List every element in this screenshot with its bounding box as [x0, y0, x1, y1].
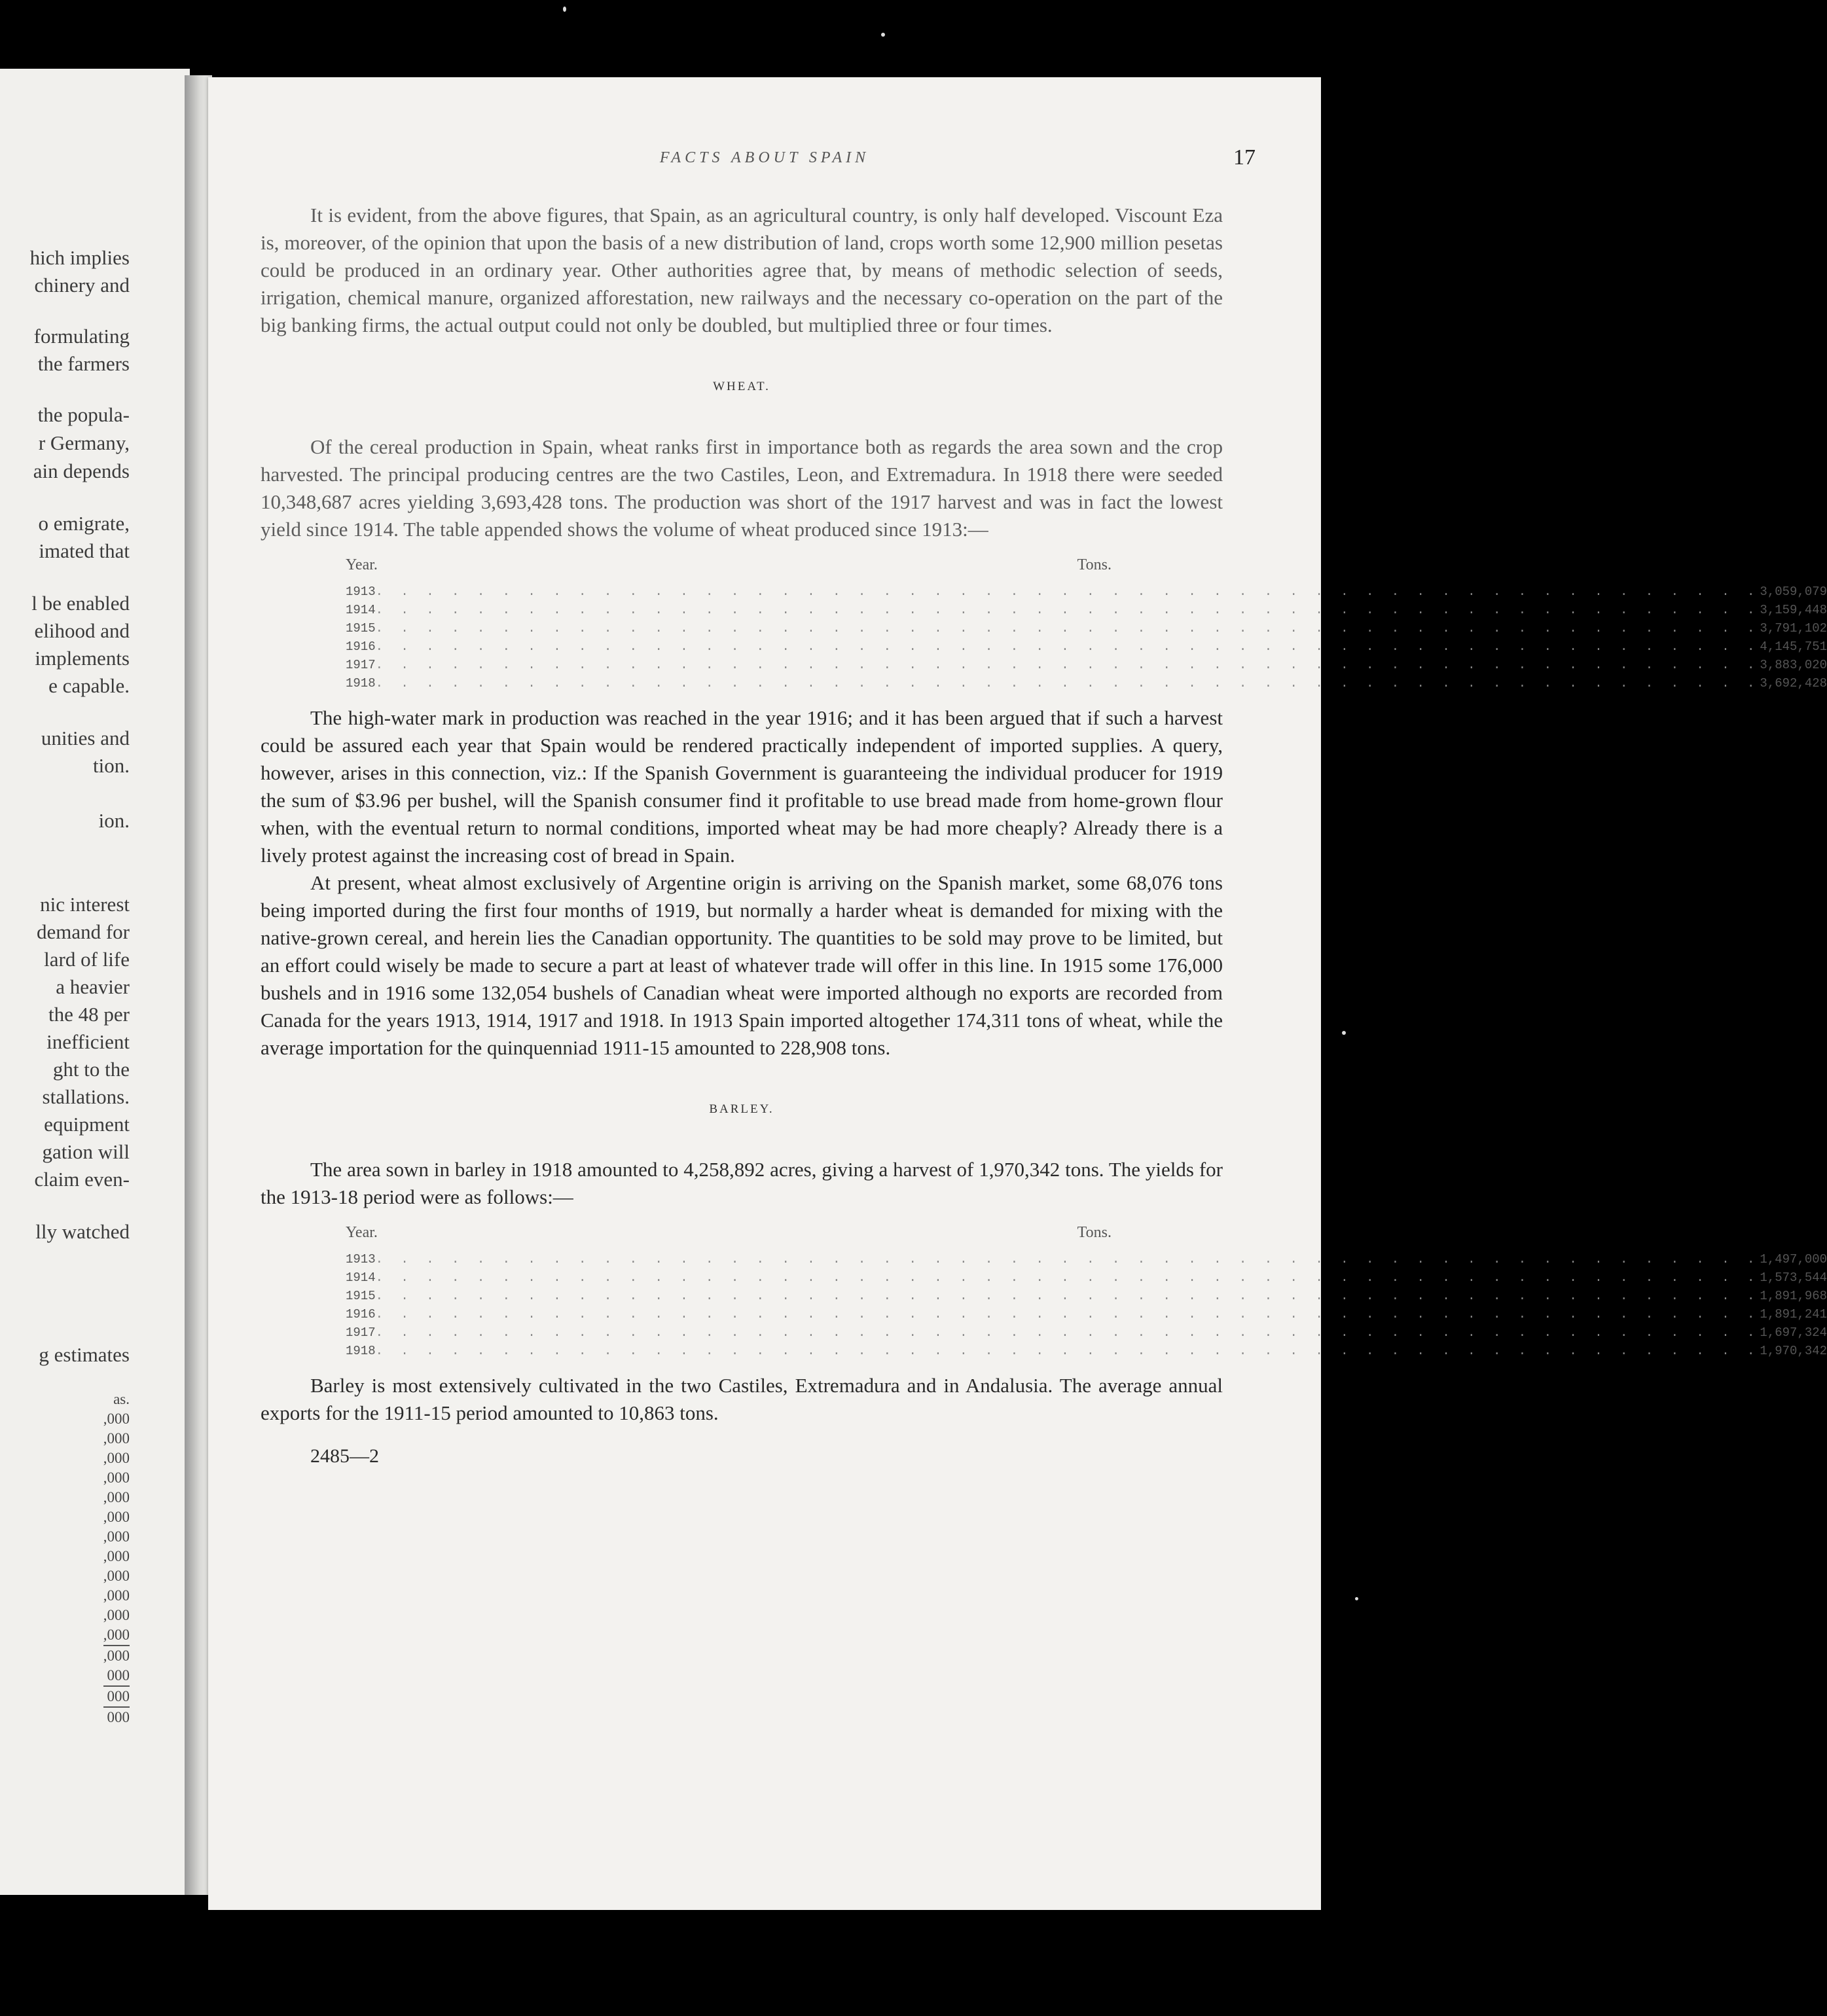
left-text-fragment: o emigrate, — [38, 512, 130, 535]
tons-cell: 1,497,000 — [1760, 1252, 1827, 1267]
left-tons-cell: ,000 — [103, 1548, 130, 1564]
left-tons-cell: ,000 — [103, 1645, 130, 1666]
leader-dots: . . . . . . . . . . . . . . . . . . . . . . . . . . . . . . . . . . . . . . . . . . . . . . . . . . . . . . . — [375, 585, 1760, 599]
table-row — [346, 638, 1827, 656]
leader-dots: . . . . . . . . . . . . . . . . . . . . . . . . . . . . . . . . . . . . . . . . . . . . . . . . . . . . . . . — [375, 639, 1760, 654]
year-cell: 1914 — [346, 1270, 376, 1285]
left-tons-cell: ,000 — [103, 1568, 130, 1584]
table-row — [346, 619, 1827, 638]
tons-cell: 3,883,020 — [1760, 658, 1827, 672]
table-row — [346, 601, 1827, 619]
year-cell: 1916 — [346, 1307, 376, 1322]
table-row — [346, 1250, 1827, 1269]
left-text-fragment: equipment — [44, 1113, 130, 1136]
tons-cell: 1,573,544 — [1760, 1270, 1827, 1285]
left-text-fragment: elihood and — [34, 619, 130, 642]
table-row — [346, 1305, 1827, 1323]
col-year-header: Year. — [346, 1224, 378, 1241]
tons-cell: 3,059,079 — [1760, 585, 1827, 599]
left-tons-cell: ,000 — [103, 1469, 130, 1486]
left-tons-cell: ,000 — [103, 1489, 130, 1505]
year-cell: 1915 — [346, 1289, 376, 1303]
year-cell: 1917 — [346, 658, 376, 672]
tons-cell: 3,791,102 — [1760, 621, 1827, 636]
year-cell: 1914 — [346, 603, 376, 617]
col-tons-header: Tons. — [1077, 1224, 1112, 1241]
scan-speck — [1355, 1597, 1358, 1600]
tons-cell: 1,891,968 — [1760, 1289, 1827, 1303]
barley-paragraph-2: Barley is most extensively cultivated in the two Castiles, Extremadura and in Andalusia. The average annual exports for the 1911-15 period amounted to 10,863 tons. — [261, 1374, 1223, 1424]
left-text-fragment: imated that — [39, 539, 130, 562]
running-title: FACTS ABOUT SPAIN — [659, 149, 870, 166]
left-text-fragment: stallations. — [42, 1085, 130, 1108]
wheat-paragraph-3: At present, wheat almost exclusively of Argentine origin is arriving on the Spanish market, some 68,076 tons being imported during the first four months of 1919, but normally a harder wheat is demanded for mixing with the native-grown cereal, and herein lies the Canadian opportunity. The quantities to be sold may prove to be limited, but an effort could wisely be made to secure a part at least of whatever trade will offer in this line. In 1915 some 176,000 bushels and in 1916 some 132,054 bushels of Canadian wheat were imported although no exports are recorded from Canada for the years 1913, 1914, 1917 and 1918. In 1913 Spain imported altogether 174,311 tons of wheat, while the average importation for the quinquenniad 1911-15 amounted to 228,908 tons. — [261, 871, 1223, 1059]
year-cell: 1915 — [346, 621, 376, 636]
left-tons-cell: ,000 — [103, 1587, 130, 1604]
document-page — [208, 77, 1827, 1910]
tons-cell: 1,697,324 — [1760, 1325, 1827, 1340]
tons-cell: 1,970,342 — [1760, 1344, 1827, 1358]
scan-speck — [881, 33, 885, 37]
left-text-fragment: the popula- — [37, 403, 130, 426]
wheat-table — [346, 551, 1827, 693]
table-row — [346, 1287, 1827, 1305]
intro-paragraph: It is evident, from the above figures, that Spain, as an agricultural country, is only half developed. Viscount Eza is, moreover, of the opinion that upon the basis of a new distribution of land, crops worth some 12,900 million pesetas could be produced in an ordinary year. Other authorities agree that, by means of methodic selection of seeds, irrigation, chemical manure, organized afforestation, new railways and the necessary co-operation on the part of the big banking firms, the actual output could not only be doubled, but multiplied three or four times. — [261, 204, 1223, 336]
left-text-fragment: chinery and — [34, 274, 130, 297]
tons-cell: 4,145,751 — [1760, 639, 1827, 654]
left-text-fragment: demand for — [36, 920, 130, 943]
left-tons-cell: ,000 — [103, 1430, 130, 1447]
table-row — [346, 1269, 1827, 1287]
left-text-fragment: hich implies — [29, 246, 130, 269]
left-text-fragment: claim even- — [34, 1168, 130, 1191]
barley-paragraph-1: The area sown in barley in 1918 amounted to 4,258,892 acres, giving a harvest of 1,970,342 tons. The yields for the 1913-18 period were as follows:— — [261, 1158, 1223, 1208]
left-text-fragment: l be enabled — [31, 592, 130, 615]
left-text-fragment: lard of life — [44, 948, 130, 971]
left-tons-cell: 000 — [103, 1685, 130, 1706]
section-heading-barley: BARLEY. — [709, 1102, 774, 1116]
barley-table — [346, 1219, 1827, 1360]
tons-cell: 3,692,428 — [1760, 676, 1827, 691]
wheat-paragraph-2: The high-water mark in production was reached in the year 1916; and it has been argued that if such a harvest could be assured each year that Spain would be rendered practically independent of imported supplies. A query, however, arises in this connection, viz.: If the Spanish Government is guaranteeing the individual producer for 1919 the sum of $3.96 per bushel, will the Spanish consumer find it profitable to use bread made from home-grown flour when, with the eventual return to normal conditions, imported wheat may be had more cheaply? Already there is a lively protest against the increasing cost of bread in Spain. — [261, 706, 1223, 867]
left-facing-page — [0, 69, 190, 1895]
signature-mark: 2485—2 — [310, 1445, 379, 1467]
year-cell: 1913 — [346, 585, 376, 599]
table-row — [346, 656, 1827, 674]
left-text-fragment: ain depends — [33, 459, 130, 482]
scan-speck — [563, 7, 566, 12]
left-tons-cell: ,000 — [103, 1450, 130, 1466]
left-tons-column — [103, 1390, 130, 1727]
barley-table-header — [346, 1219, 1138, 1246]
leader-dots: . . . . . . . . . . . . . . . . . . . . . . . . . . . . . . . . . . . . . . . . . . . . . . . . . . . . . . . — [375, 1344, 1760, 1358]
left-text-fragment: the 48 per — [48, 1003, 130, 1026]
year-cell: 1913 — [346, 1252, 376, 1267]
leader-dots: . . . . . . . . . . . . . . . . . . . . . . . . . . . . . . . . . . . . . . . . . . . . . . . . . . . . . . . — [375, 1289, 1760, 1303]
left-text-fragment: tion. — [93, 754, 130, 777]
left-text-fragment: unities and — [41, 727, 130, 749]
leader-dots: . . . . . . . . . . . . . . . . . . . . . . . . . . . . . . . . . . . . . . . . . . . . . . . . . . . . . . . — [375, 1270, 1760, 1285]
leader-dots: . . . . . . . . . . . . . . . . . . . . . . . . . . . . . . . . . . . . . . . . . . . . . . . . . . . . . . . — [375, 658, 1760, 672]
table-row — [346, 1323, 1827, 1342]
left-tons-cell: ,000 — [103, 1509, 130, 1525]
left-text-fragment: g estimates — [39, 1343, 130, 1366]
table-row — [346, 674, 1827, 693]
running-header — [274, 145, 1256, 175]
left-text-fragment: lly watched — [35, 1220, 130, 1243]
tons-cell: 3,159,448 — [1760, 603, 1827, 617]
leader-dots: . . . . . . . . . . . . . . . . . . . . . . . . . . . . . . . . . . . . . . . . . . . . . . . . . . . . . . . — [375, 603, 1760, 617]
scan-speck — [1342, 1031, 1346, 1035]
left-tons-cell: 000 — [107, 1667, 130, 1683]
year-cell: 1916 — [346, 639, 376, 654]
left-text-fragment: formulating — [33, 325, 130, 348]
leader-dots: . . . . . . . . . . . . . . . . . . . . . . . . . . . . . . . . . . . . . . . . . . . . . . . . . . . . . . . — [375, 1325, 1760, 1340]
left-tons-cell: ,000 — [103, 1607, 130, 1623]
left-text-fragment: r Germany, — [38, 431, 130, 454]
table-row — [346, 1342, 1827, 1360]
left-tons-cell: ,000 — [103, 1528, 130, 1545]
left-tons-cell: as. — [113, 1391, 130, 1407]
year-cell: 1918 — [346, 1344, 376, 1358]
left-text-fragment: e capable. — [48, 674, 130, 697]
col-year-header: Year. — [346, 556, 378, 573]
col-tons-header: Tons. — [1077, 556, 1112, 573]
left-tons-cell: 000 — [103, 1706, 130, 1727]
table-row — [346, 583, 1827, 601]
left-text-fragment: gation will — [42, 1140, 130, 1163]
leader-dots: . . . . . . . . . . . . . . . . . . . . . . . . . . . . . . . . . . . . . . . . . . . . . . . . . . . . . . . — [375, 621, 1760, 636]
leader-dots: . . . . . . . . . . . . . . . . . . . . . . . . . . . . . . . . . . . . . . . . . . . . . . . . . . . . . . . — [375, 1252, 1760, 1267]
leader-dots: . . . . . . . . . . . . . . . . . . . . . . . . . . . . . . . . . . . . . . . . . . . . . . . . . . . . . . . — [375, 1307, 1760, 1322]
left-tons-cell: ,000 — [103, 1411, 130, 1427]
left-text-fragment: ght to the — [52, 1058, 130, 1081]
wheat-table-header — [346, 551, 1138, 579]
page-content — [261, 202, 1827, 1470]
year-cell: 1917 — [346, 1325, 376, 1340]
left-text-fragment: implements — [35, 647, 130, 670]
left-text-fragment: inefficient — [46, 1030, 130, 1053]
leader-dots: . . . . . . . . . . . . . . . . . . . . . . . . . . . . . . . . . . . . . . . . . . . . . . . . . . . . . . . — [375, 676, 1760, 691]
wheat-paragraph-1: Of the cereal production in Spain, wheat ranks first in importance both as regards the area sown and the crop harvested. The principal producing centres are the two Castiles, Leon, and Extremadura. In 1918 there were seeded 10,348,687 acres yielding 3,693,428 tons. The production was short of the 1917 harvest and was in fact the lowest yield since 1914. The table appended shows the volume of wheat produced since 1913:— — [261, 435, 1223, 541]
year-cell: 1918 — [346, 676, 376, 691]
page-number: 17 — [1233, 145, 1256, 170]
left-text-fragment: nic interest — [40, 893, 130, 916]
section-heading-wheat: WHEAT. — [713, 380, 770, 393]
left-text-fragment: the farmers — [37, 352, 130, 375]
left-text-fragment: a heavier — [56, 975, 130, 998]
tons-cell: 1,891,241 — [1760, 1307, 1827, 1322]
left-tons-cell: ,000 — [103, 1627, 130, 1643]
left-text-fragment: ion. — [98, 809, 130, 832]
